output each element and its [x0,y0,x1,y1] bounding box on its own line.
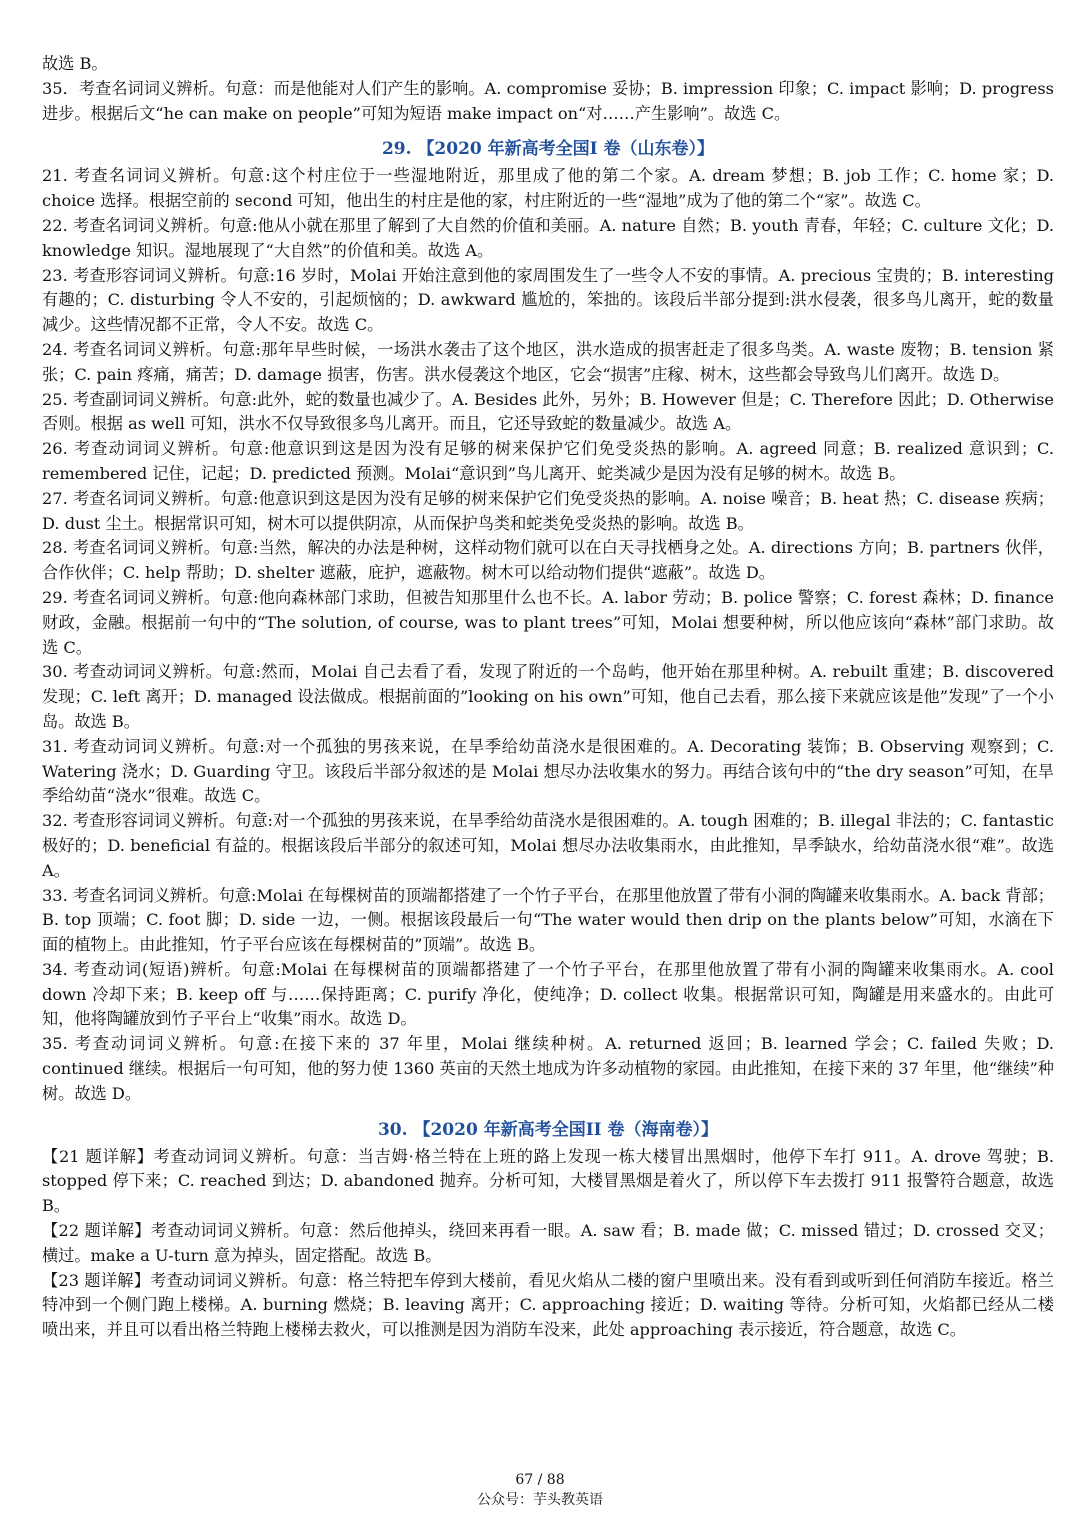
paragraph: 31. 考查动词词义辨析。句意:对一个孤独的男孩来说，在旱季给幼苗浇水是很困难的。A. Decorating 装饰；B. Observing 观察到；C. Watering 浇水；D. Guarding 守卫。该段后半部分叙述的是 Molai 想尽办法收集水的努力。再结合该句中的“the dry season”可知，在旱季给幼苗“浇水”很难。故选 C。 [42,736,1054,806]
paragraph: 29. 考查名词词义辨析。句意:他向森林部门求助，但被告知那里什么也不长。A. labor 劳动；B. police 警察；C. forest 森林；D. finance 财政，金融。根据前一句中的“The solution, of course, was to plant trees”可知，Molai 想要种树，所以他应该向“森林”部门求助。故选 C。 [42,587,1054,657]
paragraph: 21. 考查名词词义辨析。句意:这个村庄位于一些湿地附近，那里成了他的第二个家。A. dream 梦想；B. job 工作；C. home 家；D. choice 选择。根据空前的 second 可知，他出生的村庄是他的家，村庄附近的一些“湿地”成为了他的第二个“家”。故选 C。 [42,166,1054,211]
page-number: 67 / 88 [515,1472,565,1488]
paragraph: 【23 题详解】考查动词词义辨析。句意：格兰特把车停到大楼前，看见火焰从二楼的窗户里喷出来。没有看到或听到任何消防车接近。格兰特冲到一个侧门跑上楼梯。A. burning 燃烧；B. leaving 离开；C. approaching 接近；D. waiting 等待。分析可知，火焰都已经从二楼喷出来，并且可以看出格兰特跑上楼梯去救火，可以推测是因为消防车没来，此处 approaching 表示接近，符合题意，故选 C。 [42,1270,1054,1340]
paragraph: 33. 考查名词词义辨析。句意:Molai 在每棵树苗的顶端都搭建了一个竹子平台，在那里他放置了带有小洞的陶罐来收集雨水。A. back 背部；B. top 顶端；C. foot 脚；D. side 一边，一侧。根据该段最后一句“The water would then drip on the plants below”可知，水滴在下面的植物上。由此推知，竹子平台应该在每棵树苗的”顶端”。故选 B。 [42,885,1054,955]
paragraph: 27. 考查名词词义辨析。句意:他意识到这是因为没有足够的树来保护它们免受炎热的影响。A. noise 噪音；B. heat 热；C. disease 疾病；D. dust 尘土。根据常识可知，树木可以提供阴凉，从而保护鸟类和蛇类免受炎热的影响。故选 B。 [42,488,1054,533]
paragraph: 故选 B。 [42,54,108,73]
paragraph: 35. 考查动词词义辨析。句意:在接下来的 37 年里，Molai 继续种树。A. returned 返回；B. learned 学会；C. failed 失败；D. continued 继续。根据后一句可知，他的努力使 1360 英亩的天然土地成为许多动植物的家园。由此推知，在接下来的 37 年里，他“继续”种树。故选 D。 [42,1034,1054,1103]
paragraph: 32. 考查形容词词义辨析。句意:对一个孤独的男孩来说，在旱季给幼苗浇水是很困难的。A. tough 困难的；B. illegal 非法的；C. fantastic 极好的；D. beneficial 有益的。根据该段后半部分的叙述可知，Molai 想尽办法收集雨水，由此推知，旱季缺水，给幼苗浇水很“难”。故选 A。 [42,811,1054,880]
paragraph: 【22 题详解】考查动词词义辨析。句意：然后他掉头，绕回来再看一眼。A. saw 看；B. made 做；C. missed 错过；D. crossed 交叉；横过。make a U-turn 意为掉头，固定搭配。故选 B。 [42,1221,1054,1265]
page-footer [0,1470,1080,1510]
section-heading: 30. 【2020 年新高考全国II 卷（海南卷）】 [377,1119,719,1140]
document-body [42,52,1054,1343]
paragraph: 34. 考查动词(短语)辨析。句意:Molai 在每棵树苗的顶端都搭建了一个竹子平台，在那里他放置了带有小洞的陶罐来收集雨水。A. cool down 冷却下来；B. keep off 与……保持距离；C. purify 净化，使纯净；D. collect 收集。根据常识可知，陶罐是用来盛水的。由此可知，他将陶罐放到竹子平台上“收集”雨水。故选 D。 [42,959,1054,1029]
paragraph: 23. 考查形容词词义辨析。句意:16 岁时，Molai 开始注意到他的家周围发生了一些令人不安的事情。A. precious 宝贵的；B. interesting 有趣的；C. disturbing 令人不安的，引起烦恼的；D. awkward 尴尬的，笨拙的。该段后半部分提到:洪水侵袭，很多鸟儿离开，蛇的数量减少。这些情况都不正常，令人不安。故选 C。 [42,265,1054,335]
paragraph: 26. 考查动词词义辨析。句意:他意识到这是因为没有足够的树来保护它们免受炎热的影响。A. agreed 同意；B. realized 意识到；C. remembered 记住，记起；D. predicted 预测。Molai“意识到”鸟儿离开、蛇类减少是因为没有足够的树木。故选 B。 [42,439,1054,483]
paragraph: 24. 考查名词词义辨析。句意:那年早些时候，一场洪水袭击了这个地区，洪水造成的损害赶走了很多鸟类。A. waste 废物；B. tension 紧张；C. pain 疼痛，痛苦；D. damage 损害，伤害。洪水侵袭这个地区，它会“损害”庄稼、树木，这些都会导致鸟儿们离开。故选 D。 [42,339,1054,384]
paragraph: 【21 题详解】考查动词词义辨析。句意：当吉姆·格兰特在上班的路上发现一栋大楼冒出黑烟时，他停下车打 911。A. drove 驾驶；B. stopped 停下来；C. reached 到达；D. abandoned 抛弃。分析可知，大楼冒黑烟是着火了，所以停下车去拨打 911 报警符合题意，故选 B。 [42,1146,1054,1216]
paragraph: 30. 考查动词词义辨析。句意:然而，Molai 自己去看了看，发现了附近的一个岛屿，他开始在那里种树。A. rebuilt 重建；B. discovered 发现；C. left 离开；D. managed 设法做成。根据前面的”looking on his own”可知，他自己去看，那么接下来就应该是他”发现”了一个小岛。故选 B。 [42,662,1054,731]
section-heading: 29. 【2020 年新高考全国I 卷（山东卷）】 [381,139,715,160]
paragraph: 35．考查名词词义辨析。句意：而是他能对人们产生的影响。A. compromise 妥协；B. impression 印象；C. impact 影响；D. progress 进步。根据后文“he can make on people”可知为短语 make impact on“对……产生影响”。故选 C。 [42,78,1054,123]
footer-account: 公众号：芋头教英语 [477,1492,603,1508]
paragraph: 25. 考查副词词义辨析。句意:此外，蛇的数量也减少了。A. Besides 此外，另外；B. However 但是；C. Therefore 因此；D. Otherwise 否则。根据 as well 可知，洪水不仅导致很多鸟儿离开。而且，它还导致蛇的数量减少。故选 A。 [42,389,1054,434]
paragraph: 28. 考查名词词义辨析。句意:当然，解决的办法是种树，这样动物们就可以在白天寻找栖身之处。A. directions 方向；B. partners 伙伴，合作伙伴；C. help 帮助；D. shelter 遮蔽，庇护，遮蔽物。树木可以给动物们提供“遮蔽”。故选 D。 [42,538,1054,583]
paragraph: 22. 考查名词词义辨析。句意:他从小就在那里了解到了大自然的价值和美丽。A. nature 自然；B. youth 青春，年轻；C. culture 文化；D. knowledge 知识。湿地展现了“大自然”的价值和美。故选 A。 [42,215,1054,260]
